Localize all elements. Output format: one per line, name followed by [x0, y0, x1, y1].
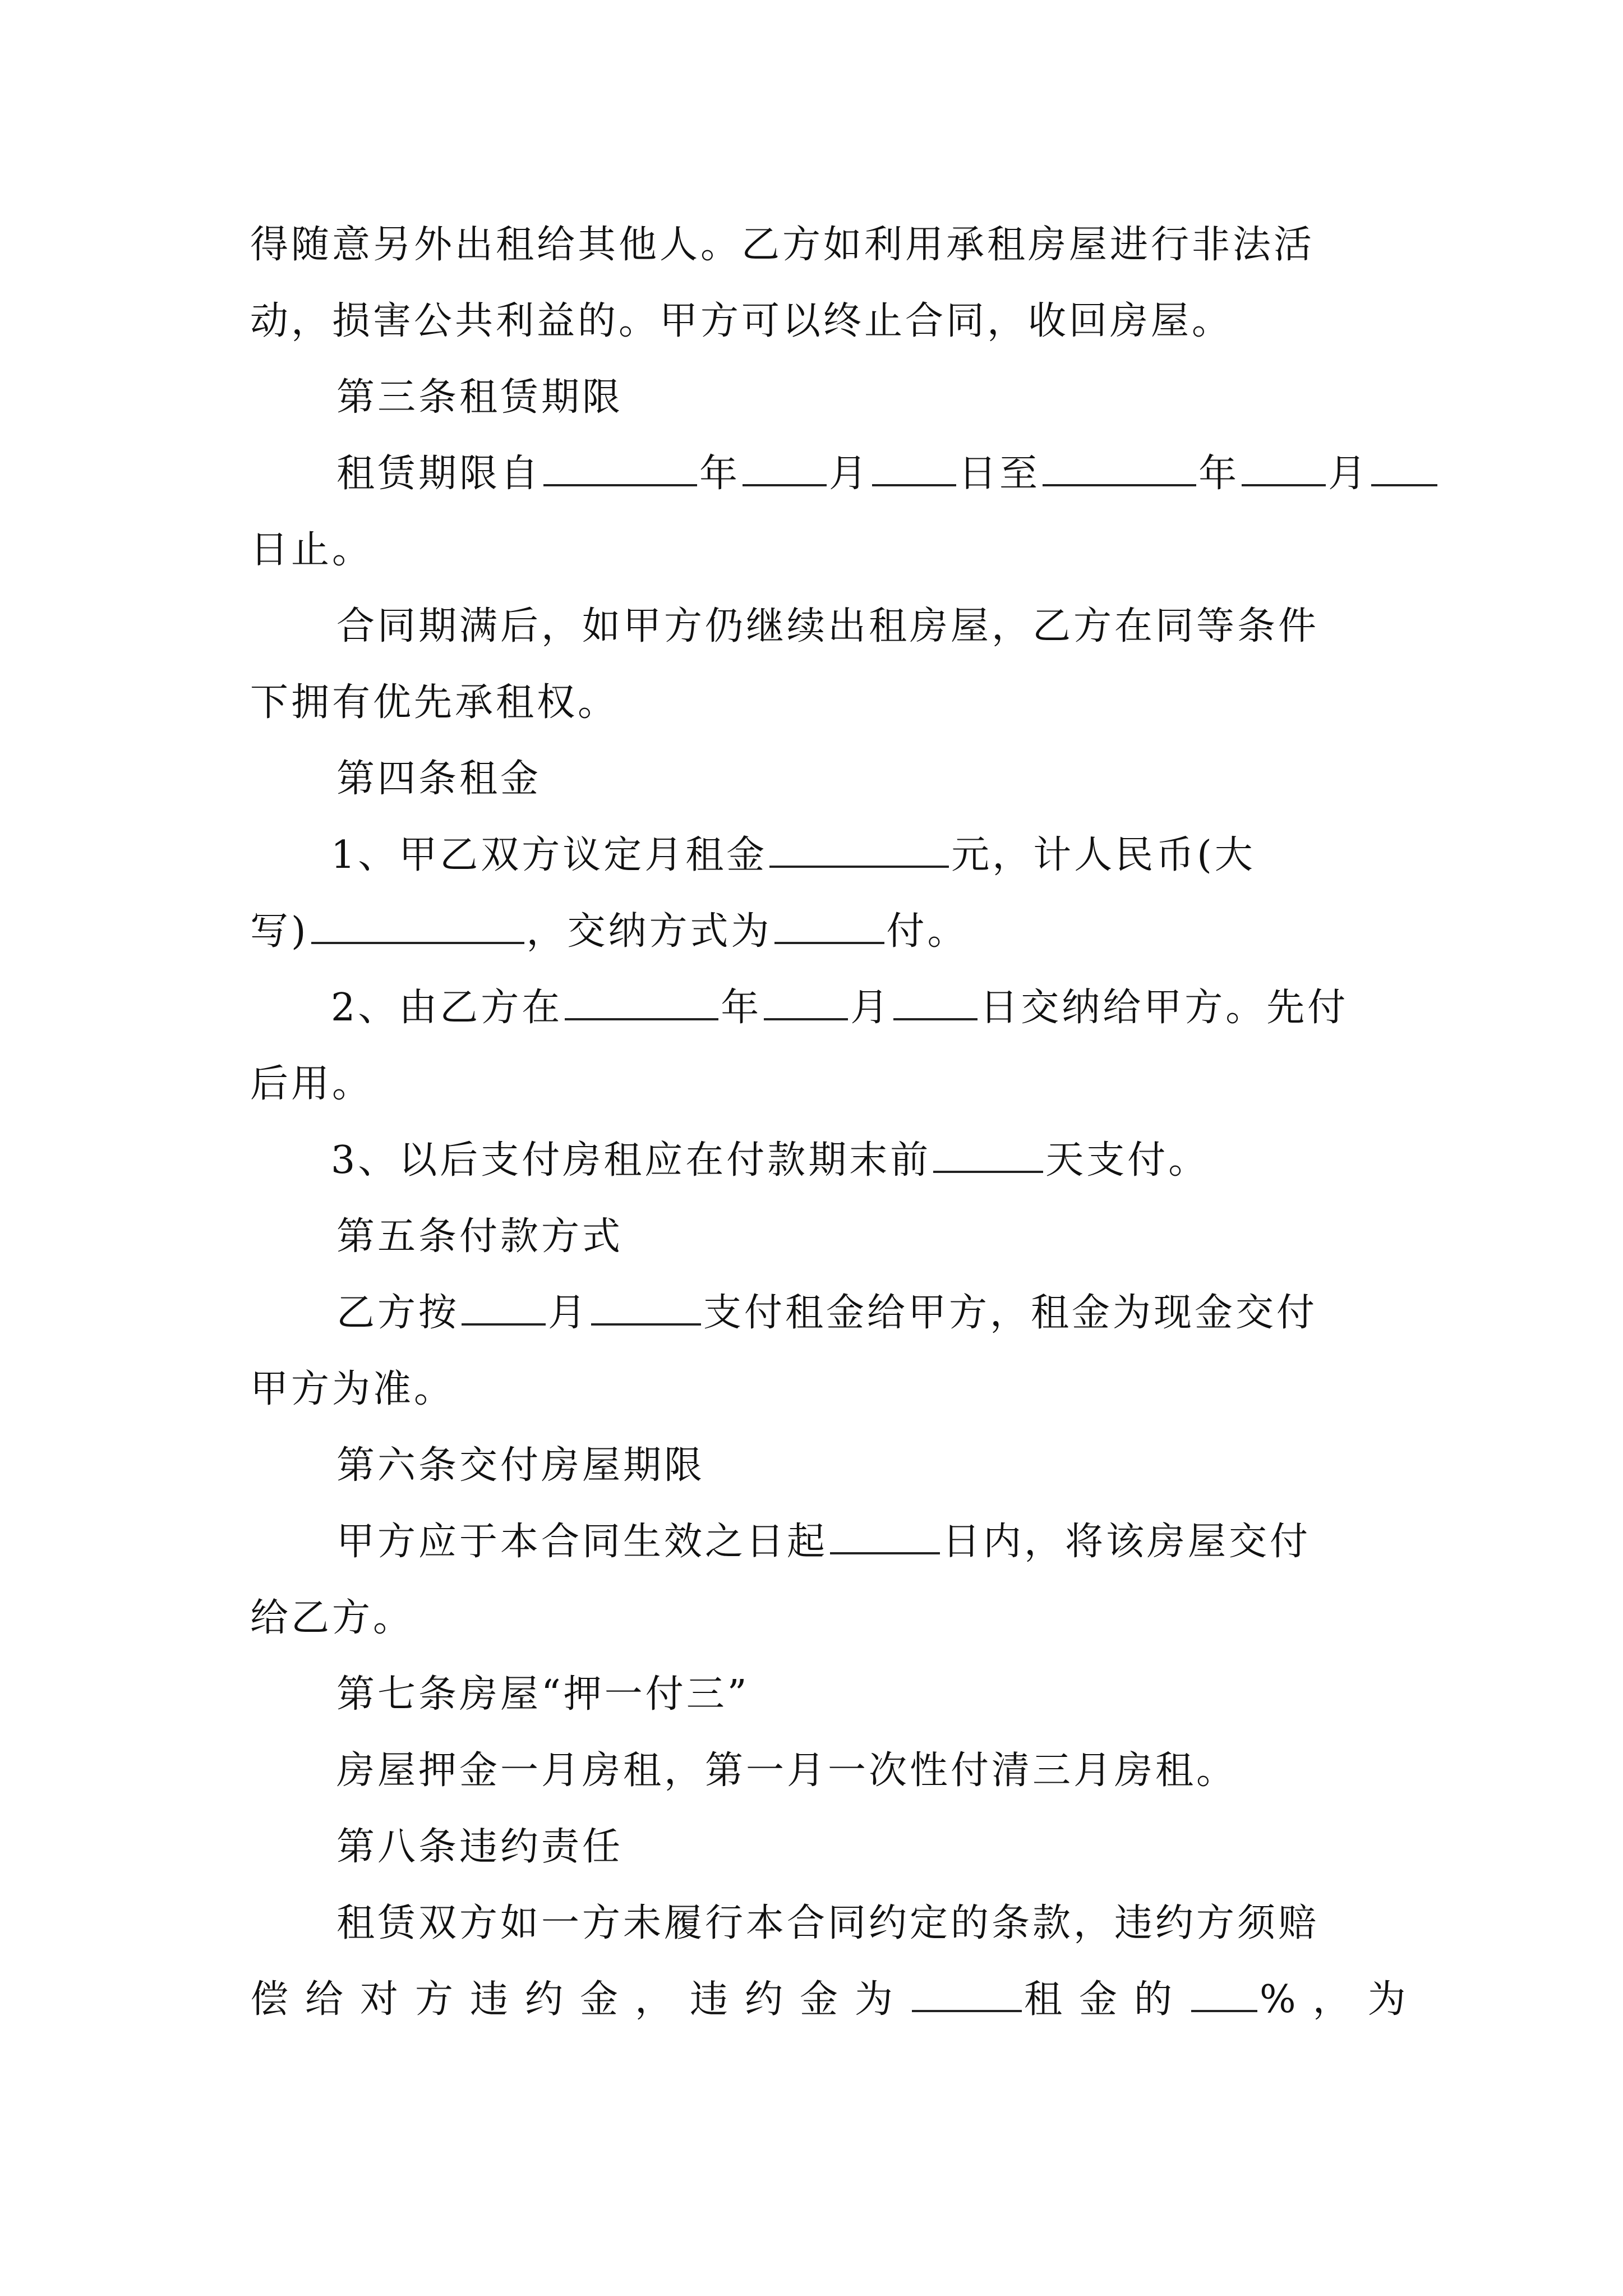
- penalty-line: [0, 1962, 1623, 2038]
- text-segment: 付。: [886, 909, 969, 954]
- text-segment: 动，损害公共利益的。甲方可以终止合同，收回房屋。: [250, 299, 1233, 343]
- delivery-line: [0, 1504, 1623, 1580]
- text-segment: 甲方应于本合同生效之日起: [336, 1520, 828, 1564]
- text-segment: 年: [721, 986, 762, 1030]
- text-segment: 月: [829, 452, 870, 496]
- article-6-heading: [0, 1428, 1623, 1504]
- end-year-blank: [1043, 450, 1196, 486]
- text-segment: 下拥有优先承租权。: [250, 680, 619, 725]
- article-7-heading: [0, 1657, 1623, 1733]
- text-line: [0, 512, 1623, 588]
- rent-item-3: [0, 1122, 1623, 1199]
- text-segment: 租赁期限自: [336, 452, 542, 496]
- end-month-blank: [1242, 450, 1326, 486]
- text-segment: 1、甲乙双方议定月租金: [331, 833, 768, 877]
- delivery-days-blank: [830, 1519, 940, 1554]
- payment-year-blank: [565, 984, 718, 1020]
- text-line: [0, 1733, 1623, 1809]
- text-line: [0, 1885, 1623, 1962]
- payment-month-blank: [764, 984, 848, 1020]
- payment-method-blank: [774, 908, 884, 944]
- text-line: [0, 283, 1623, 360]
- article-5-heading: [0, 1199, 1623, 1275]
- article-4-heading: [0, 741, 1623, 817]
- text-segment: 日至: [958, 452, 1041, 496]
- text-segment: 房屋押金一月房租，第一月一次性付清三月房租。: [336, 1749, 1238, 1793]
- penalty-percent-blank: [1191, 1976, 1257, 2012]
- text-segment: 租金的: [1024, 1977, 1189, 2022]
- end-day-blank: [1371, 450, 1437, 486]
- text-segment: 合同期满后，如甲方仍继续出租房屋，乙方在同等条件: [336, 604, 1320, 648]
- text-segment: 月: [1328, 452, 1370, 496]
- payment-months-blank: [462, 1290, 546, 1326]
- text-segment: 后用。: [250, 1062, 374, 1106]
- text-segment: 偿给对方违约金，违约金为: [250, 1977, 910, 2022]
- text-line: [0, 207, 1623, 283]
- monthly-rent-blank: [769, 832, 949, 868]
- rent-in-words-blank: [311, 908, 524, 944]
- payment-line: [0, 1275, 1623, 1351]
- text-line: [0, 894, 1623, 970]
- text-segment: 天支付。: [1045, 1138, 1210, 1182]
- lease-period-line: [0, 436, 1623, 512]
- text-segment: 乙方按: [336, 1291, 460, 1335]
- text-line: [0, 1580, 1623, 1657]
- rent-item-1: [0, 817, 1623, 894]
- text-segment: 月: [850, 986, 892, 1030]
- text-segment: 给乙方。: [250, 1596, 414, 1640]
- payment-frequency-blank: [591, 1290, 701, 1326]
- days-before-blank: [933, 1137, 1043, 1173]
- article-3-heading: [0, 360, 1623, 436]
- text-segment: 元，计人民币(大: [951, 833, 1256, 877]
- start-year-blank: [543, 450, 697, 486]
- article-8-heading: [0, 1809, 1623, 1885]
- text-line: [0, 1351, 1623, 1428]
- text-segment: 日内，将该房屋交付: [942, 1520, 1311, 1564]
- text-segment: 3、以后支付房租应在付款期末前: [331, 1138, 932, 1182]
- heading-text: 第五条付款方式: [336, 1214, 624, 1259]
- heading-text: 第三条租赁期限: [336, 375, 624, 420]
- start-month-blank: [743, 450, 827, 486]
- text-segment: 年: [699, 452, 741, 496]
- heading-text: 第七条房屋“押一付三”: [336, 1672, 750, 1717]
- text-segment: 租赁双方如一方未履行本合同约定的条款，违约方须赔: [336, 1901, 1320, 1945]
- text-segment: 支付租金给甲方，租金为现金交付: [703, 1291, 1318, 1335]
- text-line: [0, 1046, 1623, 1122]
- text-segment: %，为: [1260, 1977, 1423, 2022]
- heading-text: 第八条违约责任: [336, 1825, 624, 1869]
- penalty-base-blank: [912, 1976, 1022, 2012]
- text-segment: 甲方为准。: [250, 1367, 455, 1411]
- rent-item-2: [0, 970, 1623, 1046]
- text-line: [0, 665, 1623, 741]
- payment-day-blank: [893, 984, 978, 1020]
- text-segment: 年: [1198, 452, 1240, 496]
- text-segment: 写): [250, 909, 309, 954]
- text-segment: ，交纳方式为: [526, 909, 772, 954]
- start-day-blank: [872, 450, 956, 486]
- heading-text: 第六条交付房屋期限: [336, 1443, 706, 1488]
- text-segment: 2、由乙方在: [331, 986, 563, 1030]
- text-segment: 日交纳给甲方。先付: [980, 986, 1349, 1030]
- text-segment: 月: [548, 1291, 589, 1335]
- heading-text: 第四条租金: [336, 757, 542, 801]
- text-line: [0, 588, 1623, 665]
- text-segment: 得随意另外出租给其他人。乙方如利用承租房屋进行非法活: [250, 223, 1315, 267]
- text-segment: 日止。: [250, 528, 374, 572]
